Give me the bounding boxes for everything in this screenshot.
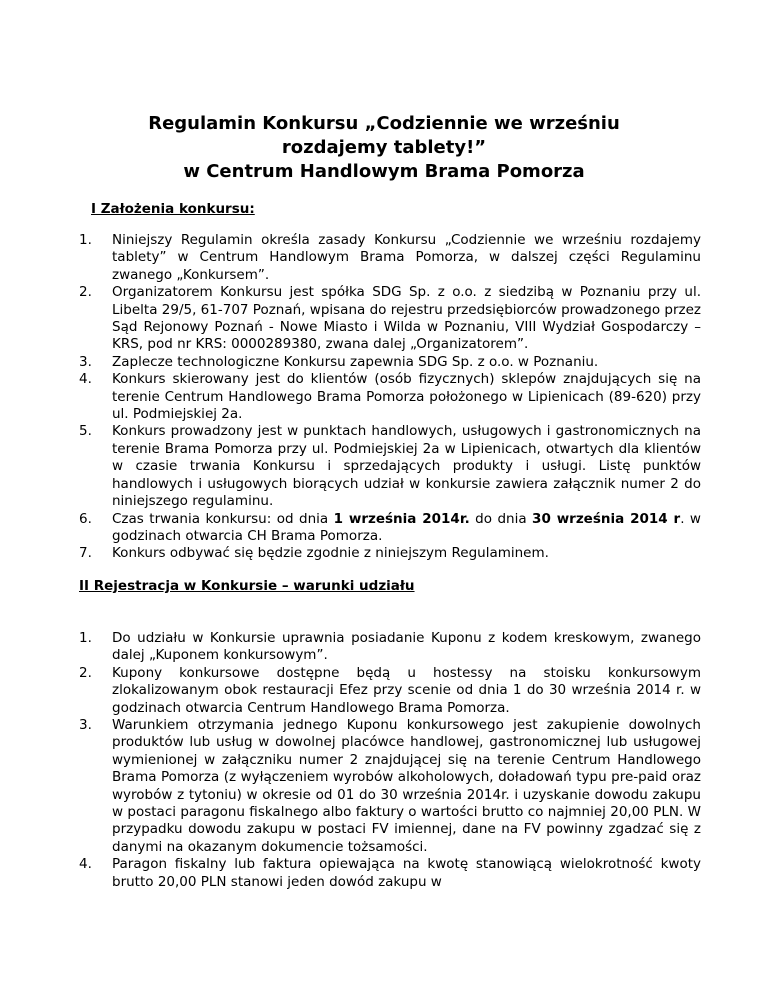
list-item: 4. Konkurs skierowany jest do klientów (osób fizycznych) sklepów znajdujących się na terenie Centrum Handlowego Brama Pomorza położonego w Lipienicach (89-620) przy ul. Podmiejskiej 2a. xyxy=(79,371,701,423)
list-item: 2. Kupony konkursowe dostępne będą u hostessy na stoisku konkursowym zlokalizowanym obok restauracji Efez przy scenie od dnia 1 do 30 września 2014 r. w godzinach otwarcia Centrum Handlowego Brama Pomorza. xyxy=(79,664,701,716)
list-item: 3. Warunkiem otrzymania jednego Kuponu konkursowego jest zakupienie dowolnych produktów lub usług w dowolnej placówce handlowej, gastronomicznej lub usługowej wymienionej w załączniku numer 2 znajdującej się na terenie Centrum Handlowego Brama Pomorza (z wyłączeniem wyrobów alkoholowych, doładowań typu pre-paid oraz wyrobów z tytoniu) w okresie od 01 do 30 września 2014r. i uzyskanie dowodu zakupu w postaci paragonu fiskalnego albo faktury o wartości brutto co najmniej 20,00 PLN. W przypadku dowodu zakupu w postaci FV imiennej, dane na FV powinny zgadzać się z danymi na okazanym dokumencie tożsamości. xyxy=(79,717,701,855)
section-1-list xyxy=(79,232,701,563)
list-item: 7. Konkurs odbywać się będzie zgodnie z niniejszym Regulaminem. xyxy=(79,545,549,562)
section-1-heading: I Założenia konkursu: xyxy=(91,201,255,217)
title-line-1: Regulamin Konkursu „Codziennie we wrześniu xyxy=(148,113,620,134)
section-2-heading: II Rejestracja w Konkursie – warunki udziału xyxy=(79,578,415,594)
document-title xyxy=(0,112,768,184)
title-line-3: w Centrum Handlowym Brama Pomorza xyxy=(183,161,585,182)
list-item: 6. Czas trwania konkursu: od dnia 1 września 2014r. do dnia 30 września 2014 r. w godzinach otwarcia CH Brama Pomorza. xyxy=(79,510,701,544)
list-item: 1. Do udziału w Konkursie uprawnia posiadanie Kuponu z kodem kreskowym, zwanego dalej „Kuponem konkursowym”. xyxy=(79,630,701,664)
list-item: 2. Organizatorem Konkursu jest spółka SDG Sp. z o.o. z siedzibą w Poznaniu przy ul. Libelta 29/5, 61-707 Poznań, wpisana do rejestru przedsiębiorców prowadzonego przez Sąd Rejonowy Poznań - Nowe Miasto i Wilda w Poznaniu, VIII Wydział Gospodarczy – KRS, pod nr KRS: 0000289380, zwana dalej „Organizatorem”. xyxy=(79,284,701,353)
section-2-list xyxy=(79,630,701,891)
list-item: 1. Niniejszy Regulamin określa zasady Konkursu „Codziennie we wrześniu rozdajemy tablety” w Centrum Handlowym Brama Pomorza, w dalszej części Regulaminu zwanego „Konkursem”. xyxy=(79,232,701,283)
list-item: 3. Zaplecze technologiczne Konkursu zapewnia SDG Sp. z o.o. w Poznaniu. xyxy=(79,353,599,370)
title-line-2: rozdajemy tablety!” xyxy=(281,137,487,158)
list-item: 5. Konkurs prowadzony jest w punktach handlowych, usługowych i gastronomicznych na terenie Brama Pomorza przy ul. Podmiejskiej 2a w Lipienicach, otwartych dla klientów w czasie trwania Konkursu i sprzedających produkty i usługi. Listę punktów handlowych i usługowych biorących udział w konkursie zawiera załącznik numer 2 do niniejszego regulaminu. xyxy=(79,423,701,510)
list-item: 4. Paragon fiskalny lub faktura opiewająca na kwotę stanowiącą wielokrotność kwoty brutto 20,00 PLN stanowi jeden dowód zakupu w xyxy=(79,856,701,890)
